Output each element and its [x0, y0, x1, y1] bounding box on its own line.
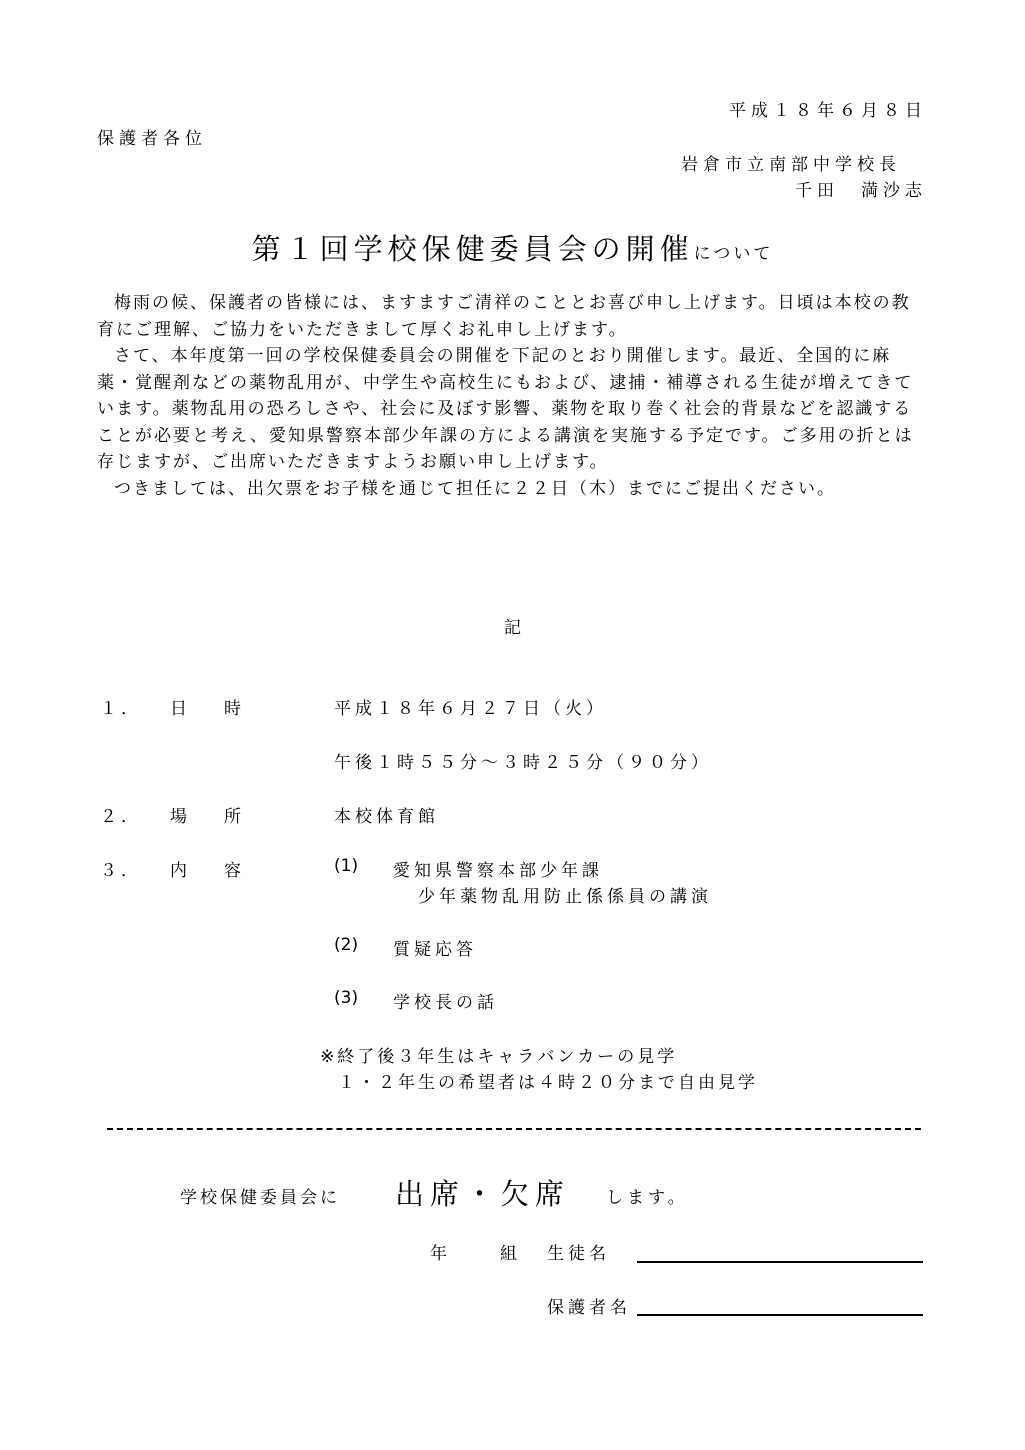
ki-heading: 記 — [504, 618, 521, 638]
attendance-choice[interactable]: 出席・欠席 — [395, 1177, 571, 1211]
body-text — [97, 290, 927, 502]
note-line-2: １・２年生の希望者は４時２０分まで自由見学 — [338, 1073, 758, 1093]
cut-line — [107, 1128, 921, 1130]
sub-item-3-number: (3) — [334, 988, 359, 1008]
item-1-value-time: 午後１時５５分～３時２５分（９０分） — [334, 753, 712, 773]
sub-item-1-text-2: 少年薬物乱用防止係係員の講演 — [418, 887, 712, 907]
student-name-field[interactable] — [637, 1261, 923, 1263]
student-name-label: 生徒名 — [547, 1244, 610, 1264]
school-name: 岩倉市立南部中学校長 — [681, 155, 901, 175]
item-1-number: １． — [100, 699, 142, 719]
grade-label: 年 — [430, 1244, 451, 1264]
item-3-label: 内 容 — [170, 861, 251, 881]
body-paragraph-3: つきましては、出欠票をお子様を通じて担任に２２日（木）までにご提出ください。 — [114, 478, 836, 499]
reply-prefix: 学校保健委員会に — [180, 1188, 340, 1208]
note-line-1: ※終了後３年生はキャラバンカーの見学 — [320, 1047, 678, 1067]
title-suffix: について — [693, 244, 774, 264]
body-paragraph-1: 梅雨の候、保護者の皆様には、ますますご清祥のこととお喜び申し上げます。日頃は本校の教育にご理解、ご協力をいただきまして厚くお礼申し上げます。 — [97, 293, 911, 340]
recipient: 保護者各位 — [97, 129, 207, 149]
item-1-value-date: 平成１８年６月２７日（火） — [334, 699, 607, 719]
title-main: 第１回学校保健委員会の開催 — [251, 232, 694, 266]
item-2-label: 場 所 — [170, 807, 251, 827]
item-3-number: ３． — [100, 861, 142, 881]
document-title — [0, 227, 1025, 268]
principal-name: 千田 満沙志 — [795, 181, 927, 201]
guardian-name-label: 保護者名 — [547, 1298, 631, 1318]
sub-item-1-text: 愛知県警察本部少年課 — [393, 861, 603, 881]
item-2-number: ２． — [100, 807, 142, 827]
issue-date: 平成１８年６月８日 — [729, 101, 927, 121]
guardian-name-field[interactable] — [637, 1314, 923, 1316]
item-1-label: 日 時 — [170, 699, 251, 719]
reply-suffix: します。 — [606, 1188, 689, 1208]
class-label: 組 — [500, 1244, 521, 1264]
sub-item-3-text: 学校長の話 — [393, 993, 498, 1013]
sub-item-1-number: (1) — [334, 856, 359, 876]
item-2-value: 本校体育館 — [334, 807, 439, 827]
sub-item-2-number: (2) — [334, 935, 359, 955]
sub-item-2-text: 質疑応答 — [393, 940, 477, 960]
body-paragraph-2: さて、本年度第一回の学校保健委員会の開催を下記のとおり開催します。最近、全国的に麻薬・覚醒剤などの薬物乱用が、中学生や高校生にもおよび、逮捕・補導される生徒が増えてきています。薬物乱用の恐ろしさや、社会に及ぼす影響、薬物を取り巻く社会的背景などを認識することが必要と考え、愛知県警察本部少年課の方による講演を実施する予定です。ご多用の折とは存じますが、ご出席いただきますようお願い申し上げます。 — [97, 346, 914, 472]
